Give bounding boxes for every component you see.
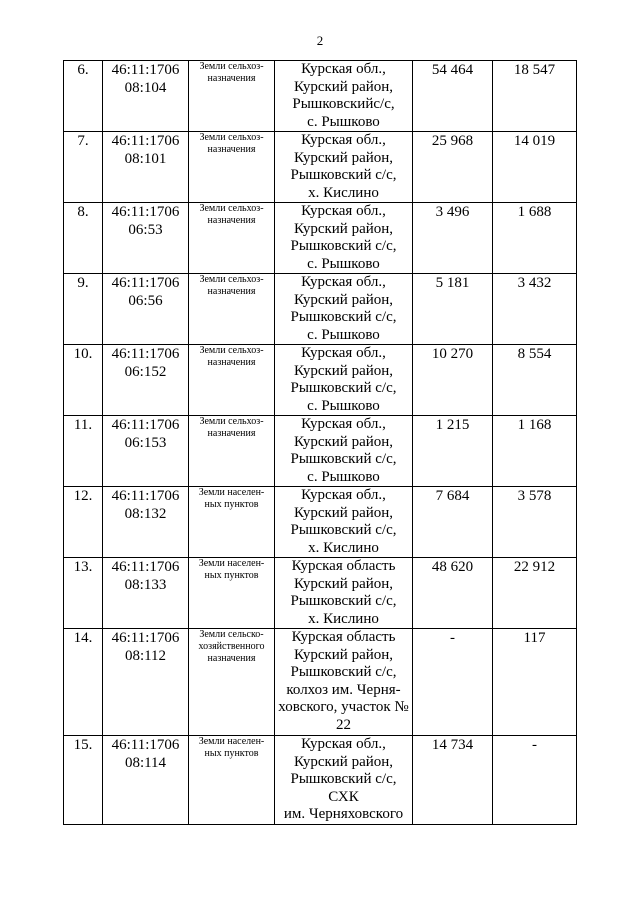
row-number-cell: 10. — [64, 345, 103, 416]
cadastral-number-line: 06:153 — [124, 435, 167, 451]
address-line: Рышковскийс/с, — [292, 96, 395, 112]
cadastral-number-line: 46:11:1706 — [111, 133, 180, 149]
cadastral-number-cell — [103, 132, 189, 203]
area-cell: 54 464 — [413, 61, 493, 132]
cadastral-number-line: 08:133 — [124, 577, 167, 593]
cadastral-number-line: 46:11:1706 — [111, 488, 180, 504]
value-cell: 1 688 — [493, 203, 577, 274]
land-category-cell — [189, 487, 275, 558]
row-number-cell: 14. — [64, 629, 103, 736]
address-cell — [275, 487, 413, 558]
cadastral-number-line: 08:114 — [124, 755, 167, 771]
land-category-line: Земли сельхоз- — [199, 61, 264, 72]
cadastral-number-cell — [103, 736, 189, 825]
cadastral-number-line: 06:56 — [128, 293, 163, 309]
cadastral-number-line: 46:11:1706 — [111, 737, 180, 753]
address-line: Курская обл., — [301, 487, 386, 503]
address-line: Курская область — [291, 629, 396, 645]
table-row — [64, 629, 577, 736]
land-category-line: Земли населен- — [198, 558, 265, 569]
row-number-cell: 12. — [64, 487, 103, 558]
land-category-line: назначения — [207, 144, 256, 155]
table-row — [64, 736, 577, 825]
address-line: Рышковский с/с, — [290, 593, 397, 609]
address-line: с. Рышково — [307, 113, 380, 130]
area-cell: 3 496 — [413, 203, 493, 274]
land-category-line: назначения — [207, 653, 256, 664]
value-cell: 18 547 — [493, 61, 577, 132]
land-category-line: Земли сельско- — [199, 629, 264, 640]
land-category-line: Земли сельхоз- — [199, 345, 264, 356]
address-line: с. Рышково — [307, 255, 380, 272]
row-number-cell: 8. — [64, 203, 103, 274]
cadastral-number-cell — [103, 629, 189, 736]
address-line: Рышковский с/с, — [290, 451, 397, 467]
value-cell: - — [493, 736, 577, 825]
row-number-cell: 13. — [64, 558, 103, 629]
land-category-line: назначения — [207, 428, 256, 439]
table-row — [64, 487, 577, 558]
cadastral-number-cell — [103, 558, 189, 629]
address-line: Курская обл., — [301, 61, 386, 77]
address-line: Рышковский с/с, — [290, 522, 397, 538]
land-category-cell — [189, 274, 275, 345]
land-category-line: ных пунктов — [204, 499, 259, 510]
address-line: с. Рышково — [307, 326, 380, 343]
address-line: Курский район, — [293, 575, 394, 592]
land-category-line: Земли сельхоз- — [199, 132, 264, 143]
address-cell — [275, 558, 413, 629]
address-line: Рышковский с/с, — [290, 771, 397, 787]
cadastral-number-line: 46:11:1706 — [111, 346, 180, 362]
land-category-line: назначения — [207, 357, 256, 368]
address-line: Курский район, — [293, 78, 394, 95]
address-line: Курский район, — [293, 433, 394, 450]
address-line: Рышковский с/с, — [290, 380, 397, 396]
cadastral-number-line: 08:101 — [124, 151, 167, 167]
address-cell — [275, 736, 413, 825]
value-cell: 3 432 — [493, 274, 577, 345]
area-cell: 14 734 — [413, 736, 493, 825]
row-number-cell: 15. — [64, 736, 103, 825]
address-line: х. Кислино — [308, 539, 379, 556]
land-category-cell — [189, 416, 275, 487]
cadastral-number-cell — [103, 416, 189, 487]
land-category-cell — [189, 203, 275, 274]
table-row — [64, 558, 577, 629]
value-cell: 22 912 — [493, 558, 577, 629]
land-category-cell — [189, 736, 275, 825]
value-cell: 3 578 — [493, 487, 577, 558]
cadastral-number-line: 46:11:1706 — [111, 204, 180, 220]
address-line: Курская обл., — [301, 274, 386, 290]
address-cell — [275, 61, 413, 132]
land-category-cell — [189, 132, 275, 203]
row-number-cell: 11. — [64, 416, 103, 487]
value-cell: 1 168 — [493, 416, 577, 487]
address-line: Рышковский с/с, — [290, 167, 397, 183]
land-category-line: назначения — [207, 286, 256, 297]
area-cell: 7 684 — [413, 487, 493, 558]
value-cell: 8 554 — [493, 345, 577, 416]
cadastral-number-line: 06:53 — [128, 222, 163, 238]
value-cell: 14 019 — [493, 132, 577, 203]
address-line: 22 — [336, 716, 351, 733]
address-cell — [275, 416, 413, 487]
land-category-line: хозяйственного — [198, 641, 265, 652]
cadastral-number-cell — [103, 487, 189, 558]
land-category-cell — [189, 629, 275, 736]
cadastral-number-line: 08:112 — [124, 648, 167, 664]
land-plots-table — [63, 60, 577, 825]
address-line: х. Кислино — [308, 184, 379, 201]
cadastral-number-line: 46:11:1706 — [111, 417, 180, 433]
cadastral-number-cell — [103, 345, 189, 416]
address-line: Курская обл., — [301, 345, 386, 361]
address-cell — [275, 629, 413, 736]
address-line: Курский район, — [293, 220, 394, 237]
area-cell: 10 270 — [413, 345, 493, 416]
address-line: колхоз им. Черня- — [286, 681, 401, 698]
address-line: Курская обл., — [301, 132, 386, 148]
row-number-cell: 6. — [64, 61, 103, 132]
address-line: Курская обл., — [301, 203, 386, 219]
land-category-cell — [189, 61, 275, 132]
cadastral-number-cell — [103, 203, 189, 274]
area-cell: 48 620 — [413, 558, 493, 629]
page-number: 2 — [316, 33, 324, 48]
cadastral-number-line: 46:11:1706 — [111, 559, 180, 575]
address-line: Курская область — [291, 558, 396, 574]
table-row — [64, 203, 577, 274]
table-row — [64, 132, 577, 203]
address-line: Рышковский с/с, — [290, 664, 397, 680]
table-row — [64, 61, 577, 132]
cadastral-number-line: 46:11:1706 — [111, 275, 180, 291]
cadastral-number-cell — [103, 274, 189, 345]
land-category-line: Земли населен- — [198, 487, 265, 498]
address-cell — [275, 345, 413, 416]
area-cell: 1 215 — [413, 416, 493, 487]
cadastral-number-line: 46:11:1706 — [111, 630, 180, 646]
land-category-line: Земли сельхоз- — [199, 203, 264, 214]
land-category-cell — [189, 345, 275, 416]
address-line: Курский район, — [293, 753, 394, 770]
land-category-line: ных пунктов — [204, 570, 259, 581]
area-cell: - — [413, 629, 493, 736]
address-cell — [275, 132, 413, 203]
row-number-cell: 7. — [64, 132, 103, 203]
land-category-line: Земли сельхоз- — [199, 416, 264, 427]
address-line: Курская обл., — [301, 736, 386, 752]
address-line: Рышковский с/с, — [290, 309, 397, 325]
area-cell: 5 181 — [413, 274, 493, 345]
cadastral-number-line: 08:132 — [124, 506, 167, 522]
land-category-line: назначения — [207, 73, 256, 84]
cadastral-number-line: 46:11:1706 — [111, 62, 180, 78]
address-line: Курский район, — [293, 504, 394, 521]
cadastral-number-cell — [103, 61, 189, 132]
cadastral-number-line: 08:104 — [124, 80, 167, 96]
table-row — [64, 274, 577, 345]
area-cell: 25 968 — [413, 132, 493, 203]
table-row — [64, 345, 577, 416]
address-line: Курский район, — [293, 646, 394, 663]
address-line: ховского, участок № — [278, 699, 409, 715]
address-line: с. Рышково — [307, 468, 380, 485]
land-category-line: ных пунктов — [204, 748, 259, 759]
land-category-cell — [189, 558, 275, 629]
address-line: Курский район, — [293, 362, 394, 379]
address-line: Курский район, — [293, 149, 394, 166]
address-line: СХК — [328, 788, 359, 805]
cadastral-number-line: 06:152 — [124, 364, 167, 380]
address-line: Курская обл., — [301, 416, 386, 432]
address-line: х. Кислино — [308, 610, 379, 627]
value-cell: 117 — [493, 629, 577, 736]
address-line: с. Рышково — [307, 397, 380, 414]
land-category-line: Земли сельхоз- — [199, 274, 264, 285]
address-cell — [275, 274, 413, 345]
address-line: им. Черняховского — [283, 806, 404, 822]
table-row — [64, 416, 577, 487]
address-line: Рышковский с/с, — [290, 238, 397, 254]
row-number-cell: 9. — [64, 274, 103, 345]
land-category-line: назначения — [207, 215, 256, 226]
address-cell — [275, 203, 413, 274]
address-line: Курский район, — [293, 291, 394, 308]
land-category-line: Земли населен- — [198, 736, 265, 747]
